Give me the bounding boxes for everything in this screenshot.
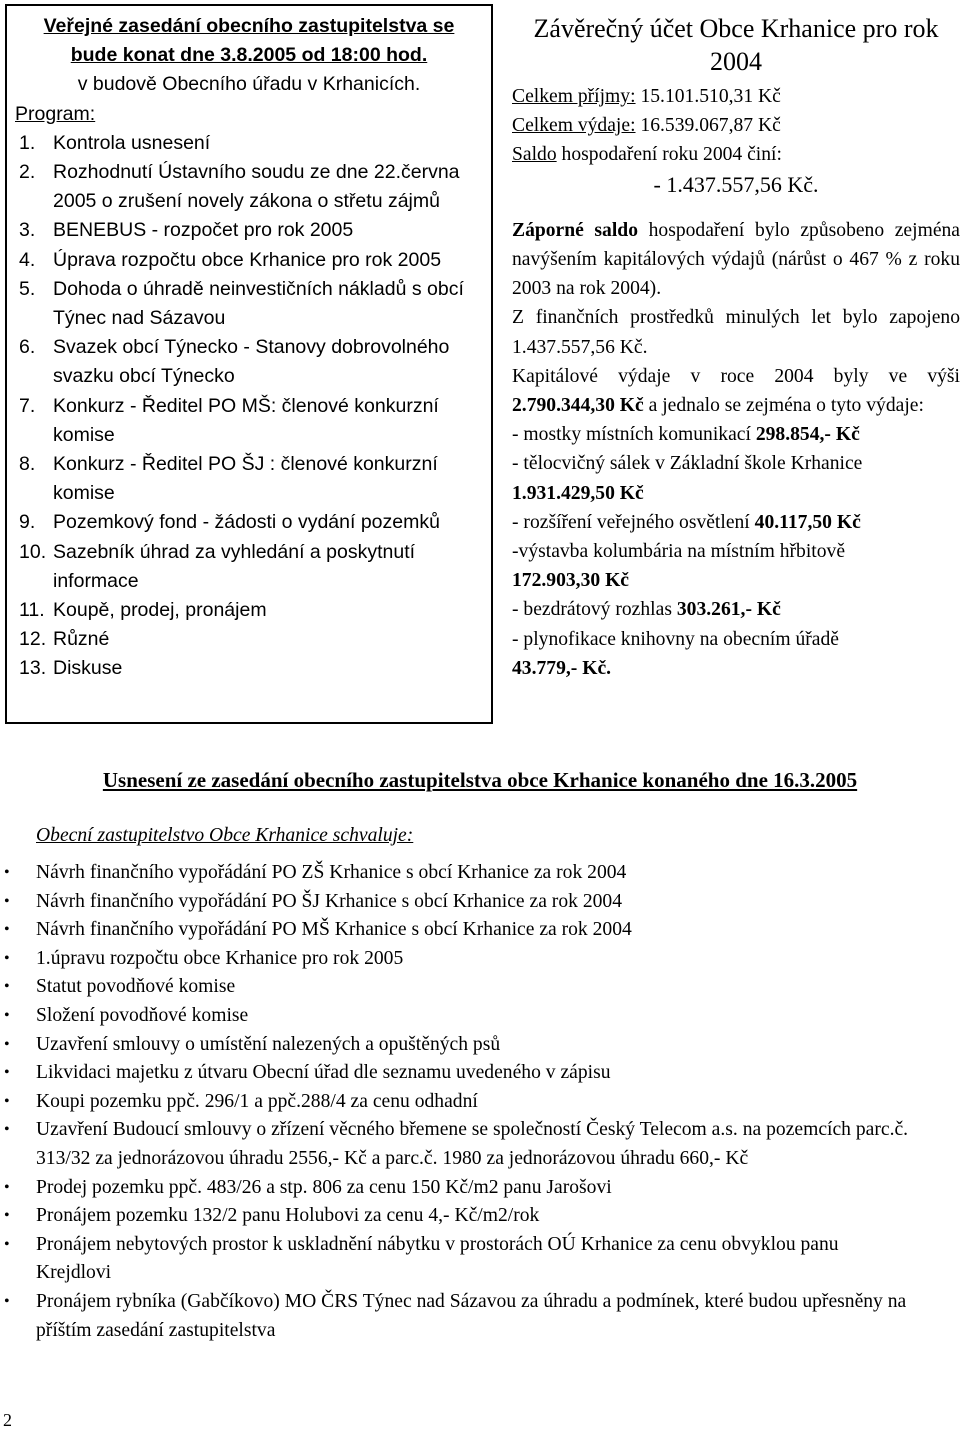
program-item-number: 5. — [19, 277, 36, 300]
expense-item-value: 172.903,30 Kč — [512, 570, 630, 592]
resolution-item — [0, 1088, 960, 1117]
reserve-paragraph: Z finančních prostředků minulých let bylo zapojeno 1.437.557,56 Kč. — [512, 307, 960, 358]
resolution-heading: Usnesení ze zasedání obecního zastupitelstva obce Krhanice konaného dne 16.3.2005 — [102, 768, 858, 792]
program-item — [15, 508, 483, 537]
expense-item-text: -výstavba kolumbária na místním hřbitově — [512, 541, 846, 563]
program-item — [15, 129, 483, 158]
program-item-text: Sazebník úhrad za vyhledání a poskytnutí informace — [53, 540, 416, 592]
program-item-number: 9. — [19, 511, 36, 534]
program-item-text: Konkurz - Ředitel PO ŠJ : členové konkurzní komise — [53, 453, 438, 505]
expense-item-value: 1.931.429,50 Kč — [512, 482, 644, 504]
program-item — [15, 216, 483, 245]
bullet-icon: • — [4, 978, 10, 996]
program-item-number: 8. — [19, 453, 36, 476]
resolution-item-text: Složení povodňové komise — [36, 1004, 249, 1026]
expense-item — [512, 537, 960, 595]
negative-saldo-text: hospodaření bylo způsobeno zejména navýšením kapitálových výdajů (nárůst o 467 % z roku 2003 na rok 2004). — [512, 219, 960, 300]
program-item-number: 11. — [19, 599, 45, 622]
resolution-item-text: Pronájem rybníka (Gabčíkovo) MO ČRS Týnec nad Sázavou za úhradu a podmínek, které budou upřesněny na příštím zasedání zastupitelstva — [36, 1290, 907, 1341]
resolution-item — [0, 1231, 960, 1288]
program-label: Program: — [15, 102, 96, 125]
resolution-item — [0, 859, 960, 888]
capital-text-2: a jednalo se zejména o tyto výdaje: — [648, 395, 924, 417]
program-item-number: 2. — [19, 161, 36, 184]
resolution-item — [0, 1059, 960, 1088]
notice-header-line3: v budově Obecního úřadu v Krhanicích. — [77, 73, 421, 96]
resolution-item-text: Pronájem nebytových prostor k uskladnění nábytku v prostorách OÚ Krhanice za cenu obvyklou panu Krejdlovi — [36, 1233, 839, 1284]
bullet-icon: • — [4, 864, 10, 881]
expense-item — [512, 508, 960, 537]
bullet-icon: • — [4, 921, 10, 939]
program-item-number: 3. — [19, 219, 36, 242]
resolution-list — [0, 859, 960, 1345]
program-item — [15, 246, 483, 275]
bullet-icon: • — [4, 1064, 10, 1082]
expense-item-value: 40.117,50 Kč — [754, 511, 861, 533]
program-item-number: 4. — [19, 248, 36, 271]
resolution-item — [0, 973, 960, 1002]
program-item-number: 6. — [19, 336, 36, 359]
resolution-item-text: Likvidaci majetku z útvaru Obecní úřad dle seznamu uvedeného v zápisu — [36, 1062, 611, 1084]
bullet-icon: • — [4, 949, 10, 967]
bullet-icon: • — [4, 1006, 10, 1024]
final-account-title: Závěrečný účet Obce Krhanice pro rok 2004 — [533, 14, 939, 76]
resolution-item-text: Uzavření smlouvy o umístění nalezených a opuštěných psů — [36, 1033, 501, 1055]
program-item — [15, 333, 483, 391]
bullet-icon: • — [4, 1092, 10, 1110]
expense-item-text: - tělocvičný sálek v Základní škole Krhanice — [512, 453, 863, 475]
income-line — [512, 82, 960, 111]
notice-header-line2: bude konat dne 3.8.2005 od 18:00 hod. — [70, 44, 428, 67]
program-item — [15, 158, 483, 216]
expense-item-text: - plynofikace knihovny na obecním úřadě — [512, 628, 839, 650]
program-item-text: Pozemkový fond - žádosti o vydání pozemků — [53, 511, 440, 534]
program-item — [15, 392, 483, 450]
saldo-text: hospodaření roku 2004 činí: — [561, 144, 782, 166]
program-item-text: Svazek obcí Týnecko - Stanovy dobrovolného svazku obcí Týnecko — [53, 336, 450, 388]
resolution-item — [0, 1002, 960, 1031]
resolution-item — [0, 1288, 960, 1345]
program-item — [15, 275, 483, 333]
resolution-item-text: Statut povodňové komise — [36, 976, 236, 998]
program-item-number: 1. — [19, 131, 36, 154]
resolution-item — [0, 916, 960, 945]
program-item-text: Rozhodnutí Ústavního soudu ze dne 22.června 2005 o zrušení novely zákona o střetu zájmů — [53, 161, 460, 213]
expense-item-value: 298.854,- Kč — [755, 424, 860, 446]
program-item-text: Diskuse — [53, 657, 123, 680]
resolution-item-text: Uzavření Budoucí smlouvy o zřízení věcného břemene se společností Český Telecom a.s. na pozemcích parc.č. 313/32 za jednorázovou úhradu 2556,- Kč a parc.č. 1980 za jednorázovou úhradu 660,- Kč — [36, 1119, 909, 1169]
bullet-icon: • — [4, 892, 10, 910]
program-item-text: Konkurz - Ředitel PO MŠ: členové konkurzní komise — [53, 394, 439, 446]
resolution-item-text: Koupi pozemku ppč. 296/1 a ppč.288/4 za cenu odhadní — [36, 1090, 478, 1112]
program-item — [15, 450, 483, 508]
program-item-text: BENEBUS - rozpočet pro rok 2005 — [53, 219, 354, 242]
expense-value: 16.539.067,87 Kč — [640, 115, 781, 137]
saldo-line — [512, 140, 960, 169]
expense-item-text: - bezdrátový rozhlas — [512, 599, 672, 621]
program-item — [15, 596, 483, 625]
expense-item — [512, 595, 960, 624]
resolution-item — [0, 1174, 960, 1203]
resolution-approves-label: Obecní zastupitelstvo Obce Krhanice schvaluje: — [36, 825, 414, 846]
bullet-icon: • — [4, 1035, 10, 1053]
resolution-item-text: Návrh finančního vypořádání PO ŠJ Krhanice s obcí Krhanice za rok 2004 — [36, 890, 623, 912]
saldo-value: - 1.437.557,56 Kč. — [653, 171, 819, 197]
bullet-icon: • — [4, 1121, 10, 1139]
resolution-item-text: Pronájem pozemku 132/2 panu Holubovi za cenu 4,- Kč/m2/rok — [36, 1205, 540, 1227]
income-label: Celkem příjmy: — [512, 86, 636, 107]
income-value: 15.101.510,31 Kč — [640, 86, 781, 107]
resolution-item — [0, 1116, 960, 1173]
expense-item — [512, 625, 960, 683]
program-item — [15, 625, 483, 654]
expense-label: Celkem výdaje: — [512, 115, 636, 137]
capital-value: 2.790.344,30 Kč — [512, 395, 644, 417]
program-list — [15, 129, 483, 684]
capital-text-1: Kapitálové výdaje v roce 2004 byly ve výši — [512, 365, 960, 387]
notice-header — [15, 12, 483, 100]
resolution-item — [0, 1202, 960, 1231]
program-item — [15, 538, 483, 596]
resolution-item — [0, 945, 960, 974]
resolution-item-text: 1.úpravu rozpočtu obce Krhanice pro rok 2005 — [36, 947, 404, 969]
notice-header-line1: Veřejné zasedání obecního zastupitelstva se — [43, 15, 455, 37]
bullet-icon: • — [4, 1292, 10, 1310]
program-item-text: Úprava rozpočtu obce Krhanice pro rok 2005 — [53, 248, 442, 271]
resolution-item — [0, 888, 960, 917]
program-item-number: 7. — [19, 394, 36, 417]
negative-saldo-bold: Záporné saldo — [512, 219, 638, 241]
resolution-item — [0, 1031, 960, 1060]
expense-item-value: 303.261,- Kč — [676, 599, 781, 621]
bullet-icon: • — [4, 1235, 10, 1253]
final-account-section — [512, 12, 960, 683]
program-item-number: 13. — [19, 657, 47, 680]
program-item-text: Kontrola usnesení — [53, 131, 211, 154]
program-item-number: 12. — [19, 628, 47, 651]
expense-item — [512, 420, 960, 449]
capital-paragraph — [512, 362, 960, 420]
bullet-icon: • — [4, 1207, 10, 1225]
program-item — [15, 654, 483, 683]
program-item-text: Různé — [53, 628, 110, 651]
expense-item — [512, 449, 960, 507]
negative-saldo-paragraph — [512, 216, 960, 304]
meeting-notice-box — [5, 4, 493, 724]
resolution-item-text: Prodej pozemku ppč. 483/26 a stp. 806 za cenu 150 Kč/m2 panu Jarošovi — [36, 1176, 612, 1198]
resolution-item-text: Návrh finančního vypořádání PO MŠ Krhanice s obcí Krhanice za rok 2004 — [36, 919, 632, 941]
expense-item-text: - mostky místních komunikací — [512, 424, 751, 446]
saldo-label: Saldo — [512, 144, 557, 166]
expense-item-value: 43.779,- Kč. — [512, 657, 612, 679]
program-item-text: Koupě, prodej, pronájem — [53, 599, 267, 622]
program-item-text: Dohoda o úhradě neinvestičních nákladů s obcí Týnec nad Sázavou — [53, 277, 464, 330]
resolution-item-text: Návrh finančního vypořádání PO ZŠ Krhanice s obcí Krhanice za rok 2004 — [36, 862, 627, 883]
expense-item-text: - rozšíření veřejného osvětlení — [512, 511, 750, 533]
expense-line — [512, 111, 960, 140]
bullet-icon: • — [4, 1178, 10, 1196]
program-item-number: 10. — [19, 540, 47, 563]
page-number: 2 — [3, 1410, 12, 1430]
